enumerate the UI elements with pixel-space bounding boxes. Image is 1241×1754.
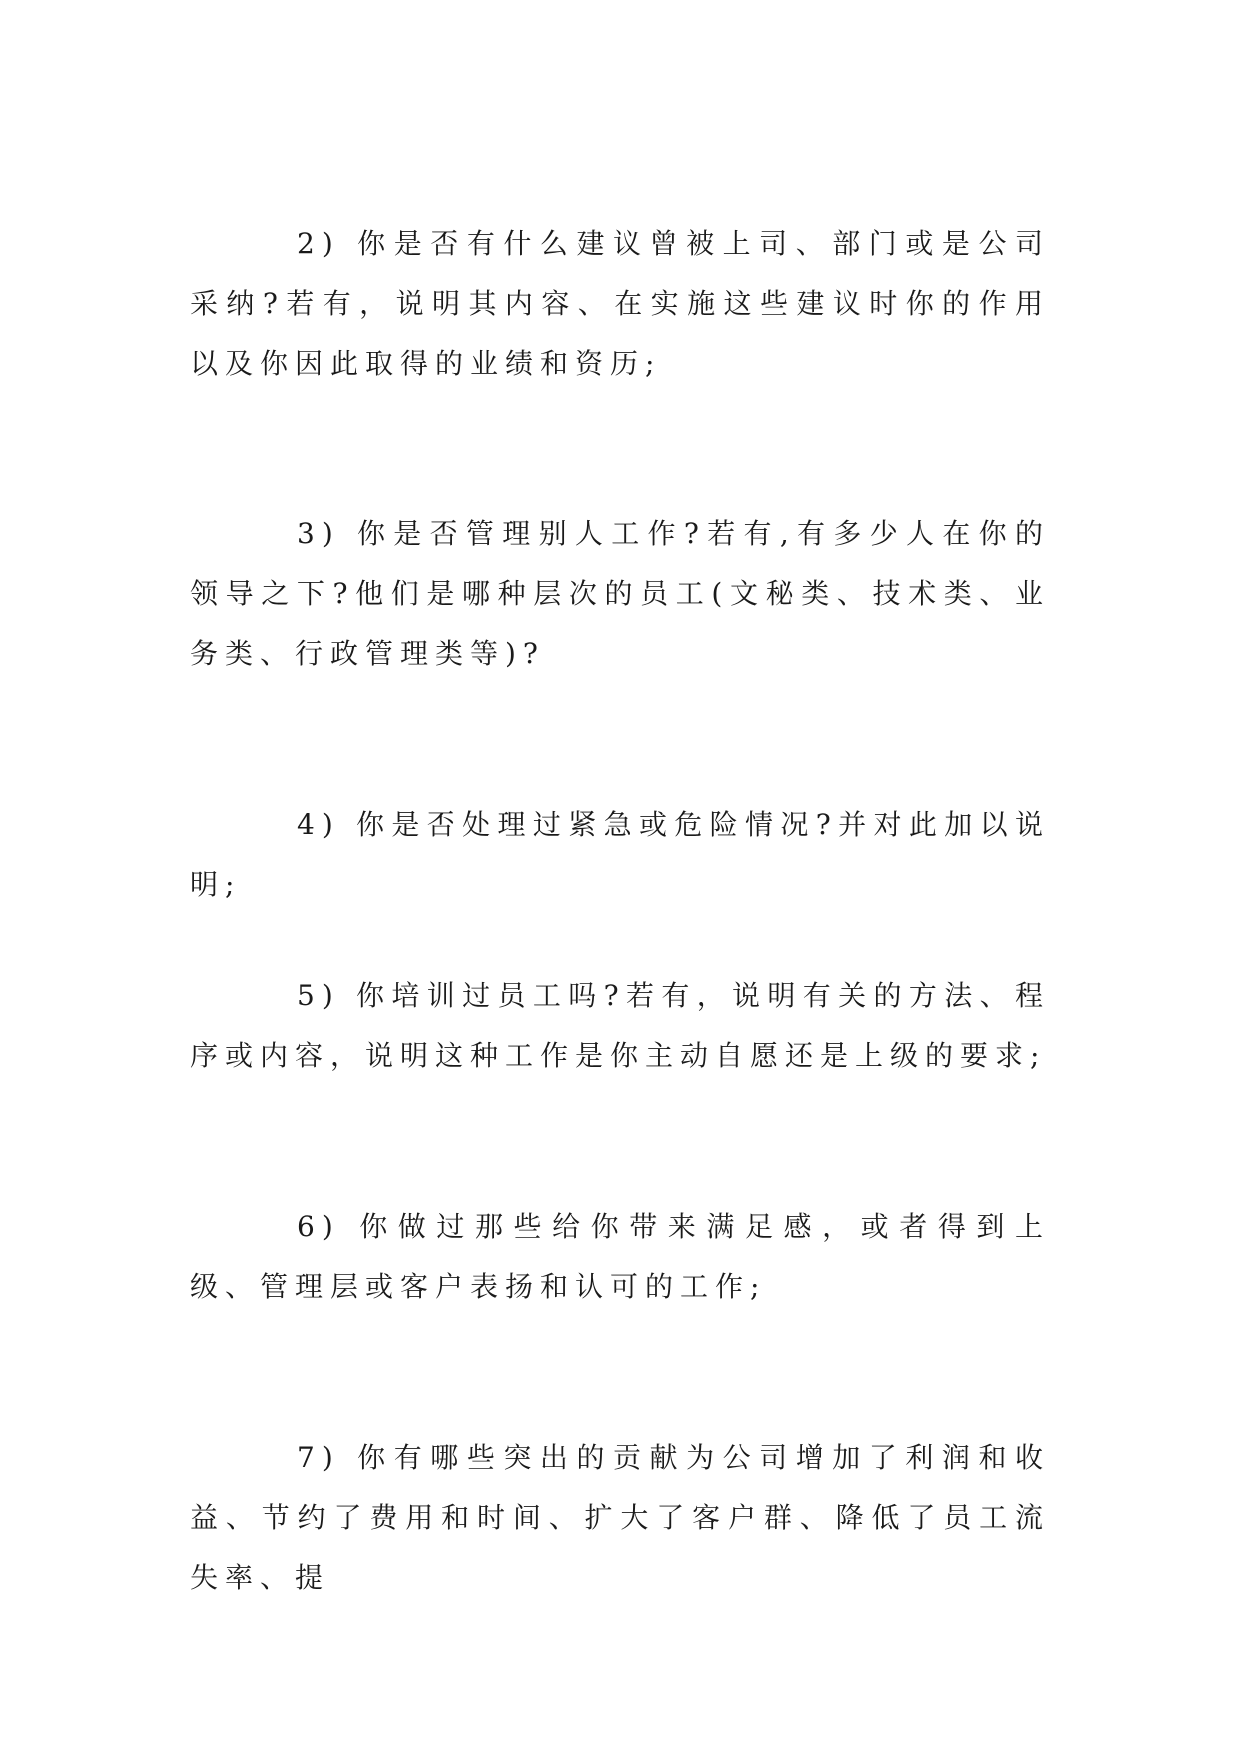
paragraph-item-6: 6) 你做过那些给你带来满足感，或者得到上级、管理层或客户表扬和认可的工作; (190, 1210, 1050, 1303)
paragraph-item-5: 5) 你培训过员工吗?若有，说明有关的方法、程序或内容，说明这种工作是你主动自愿还是上级的要求; (190, 979, 1050, 1072)
paragraph-item-3: 3) 你是否管理别人工作?若有,有多少人在你的领导之下?他们是哪种层次的员工(文秘类、技术类、业务类、行政管理类等)? (190, 517, 1050, 670)
paragraph-item-7: 7) 你有哪些突出的贡献为公司增加了利润和收益、节约了费用和时间、扩大了客户群、降低了员工流失率、提 (190, 1441, 1050, 1594)
paragraph-item-2: 2) 你是否有什么建议曾被上司、部门或是公司采纳?若有，说明其内容、在实施这些建议时你的作用以及你因此取得的业绩和资历; (190, 227, 1050, 380)
paragraph-item-4: 4) 你是否处理过紧急或危险情况?并对此加以说明; (190, 808, 1050, 901)
